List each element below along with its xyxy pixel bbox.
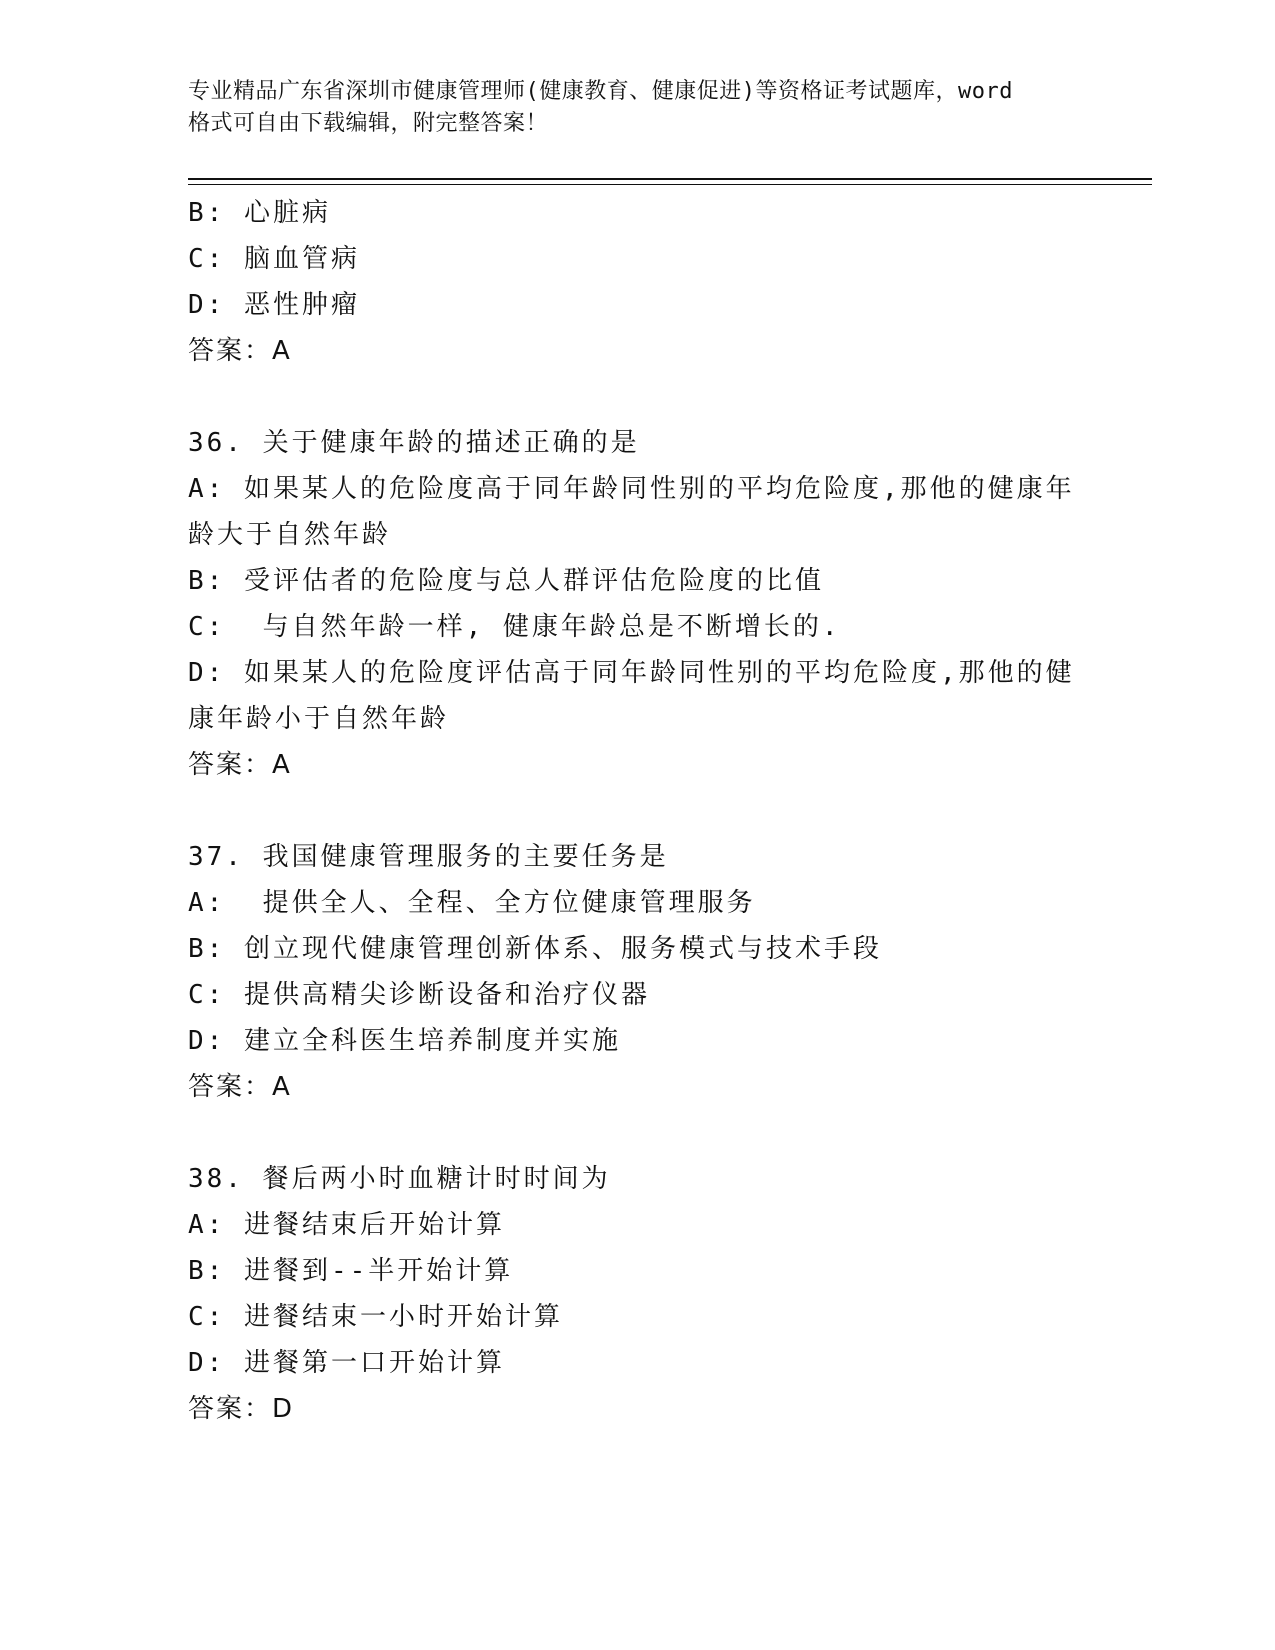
q36-question: 36. 关于健康年龄的描述正确的是 (188, 428, 640, 458)
q37-option-a: A: 提供全人、全程、全方位健康管理服务 (188, 888, 756, 918)
q36-option-c: C: 与自然年龄一样, 健康年龄总是不断增长的. (188, 612, 841, 642)
q38-option-d: D: 进餐第一口开始计算 (188, 1348, 505, 1378)
q37-option-d: D: 建立全科医生培养制度并实施 (188, 1026, 621, 1056)
question-36-block (188, 420, 1088, 788)
spacer (188, 1110, 1088, 1156)
spacer (188, 374, 1088, 420)
q37-option-b: B: 创立现代健康管理创新体系、服务模式与技术手段 (188, 934, 882, 964)
header-divider-thin (188, 184, 1152, 185)
q37-answer: 答案：A (188, 1072, 292, 1102)
question-37-block (188, 834, 1088, 1110)
question-35-block (188, 190, 1088, 374)
q36-option-d-line2: 康年龄小于自然年龄 (188, 704, 450, 734)
q37-question: 37. 我国健康管理服务的主要任务是 (188, 842, 669, 872)
header-line-1: 专业精品广东省深圳市健康管理师(健康教育、健康促进)等资格证考试题库，word (188, 79, 1013, 104)
header-divider-thick (188, 178, 1152, 180)
q36-option-b: B: 受评估者的危险度与总人群评估危险度的比值 (188, 566, 824, 596)
q38-question: 38. 餐后两小时血糖计时时间为 (188, 1164, 611, 1194)
q35-option-b: B: 心脏病 (188, 198, 331, 228)
q36-option-d-line1: D: 如果某人的危险度评估高于同年龄同性别的平均危险度,那他的健 (188, 658, 1075, 688)
q38-option-a: A: 进餐结束后开始计算 (188, 1210, 505, 1240)
page-header (188, 76, 1088, 140)
q36-option-a-line1: A: 如果某人的危险度高于同年龄同性别的平均危险度,那他的健康年 (188, 474, 1075, 504)
question-38-block (188, 1156, 1088, 1432)
q36-answer: 答案：A (188, 750, 292, 780)
q35-option-c: C: 脑血管病 (188, 244, 360, 274)
q35-option-d: D: 恶性肿瘤 (188, 290, 360, 320)
q35-answer: 答案：A (188, 336, 292, 366)
q38-option-c: C: 进餐结束一小时开始计算 (188, 1302, 563, 1332)
question-content (188, 190, 1088, 1432)
q38-answer: 答案：D (188, 1394, 295, 1424)
header-line-2: 格式可自由下载编辑，附完整答案！ (188, 111, 549, 136)
q36-option-a-line2: 龄大于自然年龄 (188, 520, 392, 550)
q37-option-c: C: 提供高精尖诊断设备和治疗仪器 (188, 980, 650, 1010)
q38-option-b: B: 进餐到--半开始计算 (188, 1256, 514, 1286)
spacer (188, 788, 1088, 834)
